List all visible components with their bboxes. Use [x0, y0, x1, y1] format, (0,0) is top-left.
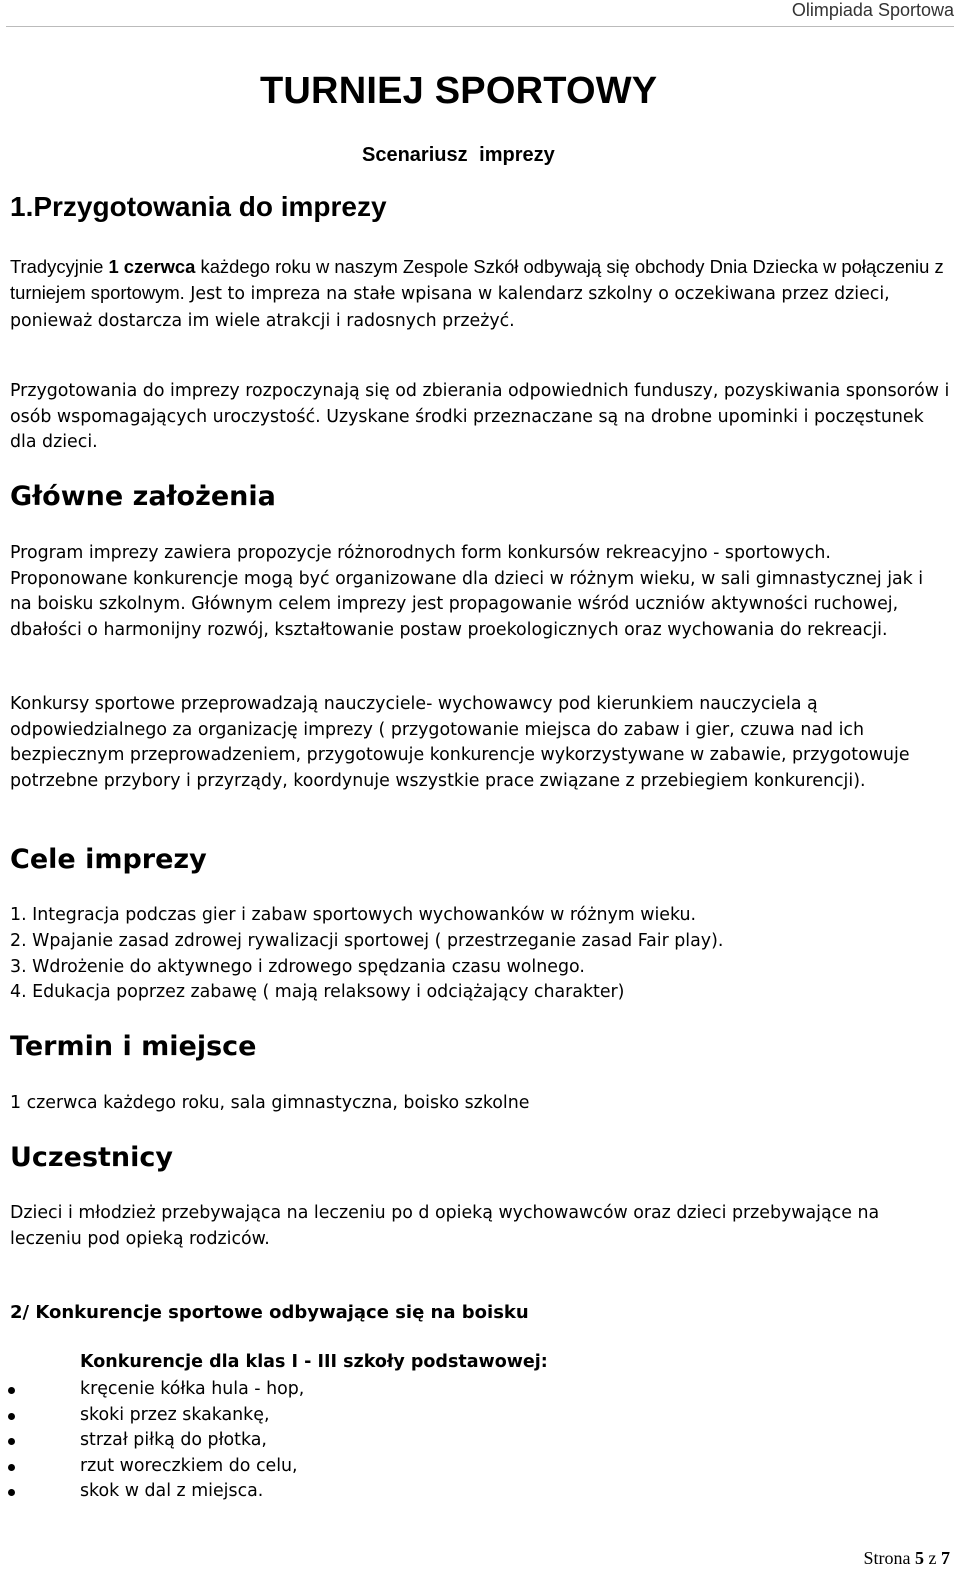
list-item-text: kręcenie kółka hula - hop,: [80, 1379, 305, 1399]
section-heading-goals: Cele imprezy: [10, 844, 207, 875]
bullet-icon: [8, 1387, 15, 1394]
paragraph-tradition-text-a: Tradycyjnie: [10, 256, 109, 277]
date-place-text: 1 czerwca każdego roku, sala gimnastyczna, boisko szkolne: [10, 1093, 530, 1113]
section-heading-date-place: Termin i miejsce: [10, 1031, 257, 1062]
section-heading-competitions: 2/ Konkurencje sportowe odbywające się na boisku: [10, 1302, 529, 1323]
list-item: [0, 1428, 304, 1454]
goal-item-4: 4. Edukacja poprzez zabawę ( mają relaksowy i odciążający charakter): [10, 982, 625, 1002]
footer-total: 7: [941, 1548, 950, 1568]
page-title: TURNIEJ SPORTOWY: [260, 70, 658, 112]
paragraph-tradition-text-b: każdego roku w naszym Zespole Szkół odbywają się obchody Dnia Dziecka w połączeniu z turniejem sportowym.: [10, 256, 944, 303]
page-subtitle: Scenariusz imprezy: [362, 144, 555, 166]
goal-item-1: 1. Integracja podczas gier i zabaw sportowych wychowanków w różnym wieku.: [10, 905, 697, 925]
list-item: [0, 1403, 304, 1429]
footer-separator: z: [924, 1548, 941, 1568]
paragraph-funding: [10, 379, 950, 456]
paragraph-teachers: Konkursy sportowe przeprowadzają nauczyciele- wychowawcy pod kierunkiem nauczyciela ą odpowiedzialnego za organizację imprezy ( przygotowanie miejsca do zabaw i gier, czuwa nad ich bezpiecznym przeprowadzeniem, przygotowuje konkurencje wykorzystywane w zabawie, przygotowuje potrzebne przybory i przyrządy, koordynuje wszystkie prace związane z przebiegiem konkurencji).: [10, 694, 910, 791]
list-item: [0, 1454, 304, 1480]
section-heading-main-assumptions: Główne założenia: [10, 481, 276, 512]
list-item: [0, 1377, 304, 1403]
bullet-icon: [8, 1464, 15, 1471]
bullet-icon: [8, 1413, 15, 1420]
goal-item-2: 2. Wpajanie zasad zdrowej rywalizacji sportowej ( przestrzeganie zasad Fair play).: [10, 931, 724, 951]
section-heading-participants: Uczestnicy: [10, 1142, 174, 1173]
paragraph-tradition-text-c: Jest to impreza na stałe wpisana w kalendarz szkolny o oczekiwana przez dzieci, ponieważ dostarcza im wiele atrakcji i radosnych przeżyć.: [10, 283, 890, 331]
paragraph-tradition-date: 1 czerwca: [108, 256, 196, 277]
list-item-text: rzut woreczkiem do celu,: [80, 1455, 298, 1476]
list-item-text: skoki przez skakankę,: [80, 1404, 270, 1425]
footer-page: 5: [915, 1548, 924, 1568]
paragraph-program: Program imprezy zawiera propozycje różnorodnych form konkursów rekreacyjno - sportowych. Proponowane konkurencje mogą być organizowane dla dzieci w różnym wieku, w sali gimnastycznej jak i na boisku szkolnym. Głównym celem imprezy jest propagowanie wśród uczniów aktywności ruchowej, dbałości o harmonijny rozwój, kształtowanie postaw proekologicznych oraz wychowania do rekreacji.: [10, 543, 924, 640]
participants-text: Dzieci i młodzież przebywająca na leczeniu po d opieką wychowawców oraz dzieci przebywające na leczeniu pod opieką rodziców.: [10, 1203, 880, 1249]
page-number-footer: [864, 1548, 951, 1569]
paragraph-funding-text-a: Przygotowania do imprezy rozpoczynają się od zbierania odpowiednich funduszy, pozyskiwania sponsorów i osób wspomagających uroczystość.: [10, 381, 950, 427]
list-item-text: skok w dal z miejsca.: [80, 1481, 264, 1501]
paragraph-funding-text-b: Uzyskane środki przeznaczane są na drobne upominki i poczęstunek dla dzieci.: [10, 406, 924, 452]
paragraph-tradition: [10, 254, 950, 335]
bullet-icon: [8, 1489, 15, 1496]
competitions-list: [0, 1377, 304, 1505]
header-rule: [6, 26, 954, 27]
goal-item-3: 3. Wdrożenie do aktywnego i zdrowego spędzania czasu wolnego.: [10, 957, 585, 977]
section-heading-preparations: 1.Przygotowania do imprezy: [10, 191, 387, 222]
bullet-icon: [8, 1438, 15, 1445]
competitions-subheading: Konkurencje dla klas I - III szkoły podstawowej:: [80, 1352, 548, 1372]
list-item-text: strzał piłką do płotka,: [80, 1430, 267, 1450]
footer-prefix: Strona: [863, 1548, 915, 1568]
list-item: [0, 1479, 304, 1505]
running-header: Olimpiada Sportowa: [791, 0, 954, 20]
